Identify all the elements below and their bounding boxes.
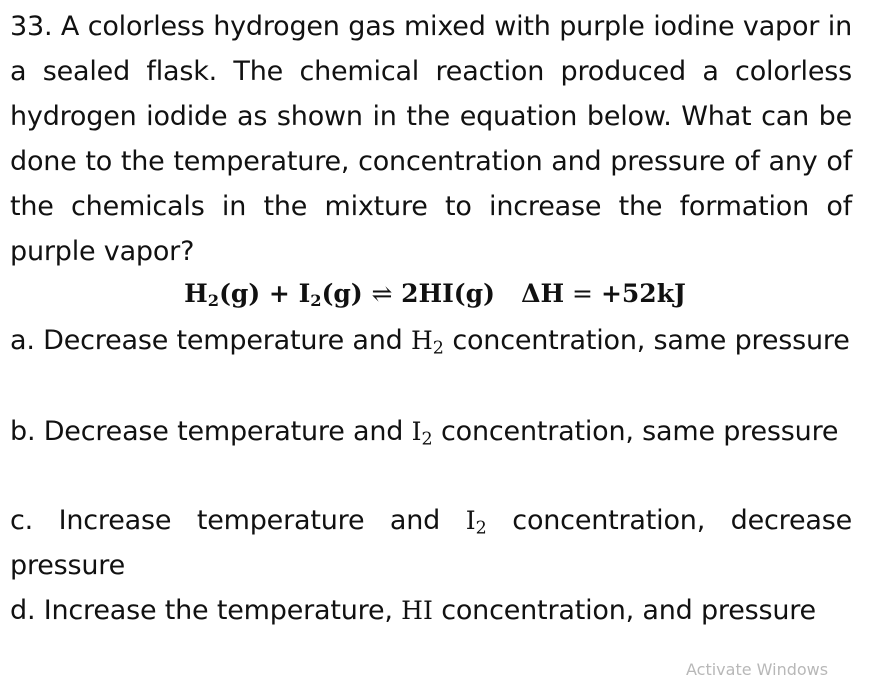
activate-windows-watermark: Activate Windows	[686, 660, 829, 679]
option-text-before: Increase temperature and	[58, 505, 466, 536]
question-text	[10, 4, 852, 274]
option-letter: d.	[10, 595, 44, 626]
option-letter: a.	[10, 325, 44, 356]
option-letter: b.	[10, 416, 44, 447]
option-text-after: concentration, same pressure	[443, 325, 850, 356]
option-text-after: concentration, same pressure	[432, 416, 839, 447]
question-body: A colorless hydrogen gas mixed with purple iodine vapor in a sealed flask. The chemical reaction produced a colorless hydrogen iodide as shown in the equation below. What can be done to the temperature, concentration and pressure of any of the chemicals in the mixture to increase the formation of purple vapor?	[10, 11, 852, 267]
option-chemical-subscript: 2	[421, 429, 433, 450]
state-gas-1: (g) +	[219, 279, 299, 308]
option-chemical: HI	[401, 596, 433, 625]
h2-symbol: H	[184, 279, 208, 308]
i2-subscript: 2	[310, 291, 322, 311]
enthalpy-value: +52kJ	[600, 279, 686, 308]
product: 2HI(g)	[392, 279, 495, 308]
option-letter: c.	[10, 505, 59, 536]
state-gas-2: (g)	[321, 279, 372, 308]
option-b[interactable]	[10, 409, 852, 454]
equals-sign: =	[564, 279, 601, 308]
option-chemical: H	[410, 326, 433, 355]
option-chemical: I	[465, 506, 476, 535]
equilibrium-arrow-icon: ⇌	[371, 279, 393, 308]
option-c[interactable]	[10, 498, 852, 588]
option-chemical-subscript: 2	[432, 338, 444, 359]
option-text-before: Decrease temperature and	[43, 325, 411, 356]
option-chemical: I	[411, 417, 422, 446]
option-chemical-subscript: 2	[475, 518, 487, 539]
option-text-after: concentration, decrease pressure	[10, 505, 852, 581]
option-text-after: concentration, and pressure	[432, 595, 816, 626]
option-d[interactable]	[10, 588, 852, 633]
h2-subscript: 2	[207, 291, 220, 311]
chemical-equation	[0, 274, 870, 314]
i2-symbol: I	[298, 279, 311, 308]
delta-h: ΔH	[521, 279, 565, 308]
option-text-before: Increase the temperature,	[43, 595, 402, 626]
option-text-before: Decrease temperature and	[43, 416, 412, 447]
option-a[interactable]	[10, 318, 852, 363]
question-number: 33.	[10, 11, 61, 42]
equation-gap	[495, 279, 521, 308]
